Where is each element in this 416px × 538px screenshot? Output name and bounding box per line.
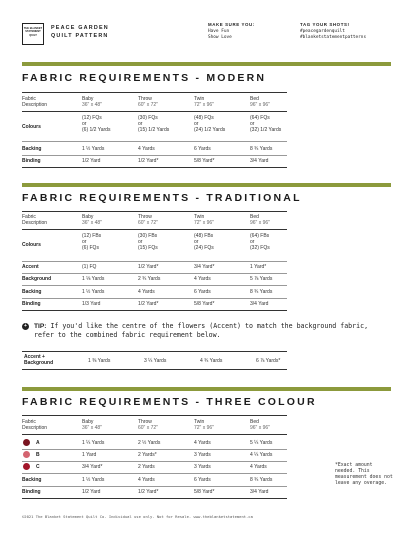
traditional-cell: 1 ½ Yards: [82, 289, 105, 295]
traditional-cell: 1/3 Yard: [82, 301, 101, 307]
traditional-size-bed: Bed 96" x 96": [250, 214, 270, 227]
traditional-cell: 4 Yards: [138, 289, 155, 295]
traditional-cell: 2 ¾ Yards: [138, 276, 161, 282]
traditional-top-rule: [22, 211, 287, 212]
modern-row-label: Backing: [22, 146, 42, 152]
traditional-size-baby: Baby 36" x 48": [82, 214, 102, 227]
traditional-cell: 1/2 Yard*: [138, 301, 159, 307]
three-colour-cell: 4 Yards: [138, 477, 155, 483]
row-rule: [22, 486, 287, 487]
combined-cell: 4 ¾ Yards: [200, 358, 223, 364]
three-colour-cell: 2 ½ Yards: [138, 440, 161, 446]
traditional-colours-baby: (12) FBs or (6) FQs: [82, 233, 102, 252]
three-colour-header-rule: [22, 434, 287, 435]
modern-size-twin: Twin 72" x 96": [194, 96, 214, 109]
modern-col-header: Fabric Description: [22, 96, 48, 109]
tip-icon: +: [22, 323, 29, 330]
combined-cell: 3 ¼ Yards: [144, 358, 167, 364]
exact-amount-note: *Exact amount needed. This measurement does not leave any overage.: [335, 463, 393, 486]
three-colour-size-twin: Twin 72" x 96": [194, 419, 214, 432]
modern-cell: 6 Yards: [194, 146, 211, 152]
row-rule: [22, 285, 287, 286]
traditional-cell: (1) FQ: [82, 264, 97, 270]
three-colour-title: FABRIC REQUIREMENTS - THREE COLOUR: [22, 396, 317, 408]
modern-cell: 8 ¾ Yards: [250, 146, 273, 152]
three-colour-row-label: B: [36, 452, 40, 458]
tag-shots-line-2: #blanketstatementpatterns: [300, 35, 367, 40]
three-colour-cell: 1/2 Yard: [82, 489, 101, 495]
row-rule: [22, 449, 287, 450]
traditional-size-twin: Twin 72" x 96": [194, 214, 214, 227]
traditional-col-header: Fabric Description: [22, 214, 48, 227]
three-colour-cell: 3/4 Yard: [250, 489, 269, 495]
brand-logo: THE BLANKET STATEMENT QUILT: [22, 23, 44, 45]
modern-colours-label: Colours: [22, 124, 41, 130]
traditional-row-label: Accent: [22, 264, 39, 270]
three-colour-cell: 1 ½ Yards: [82, 477, 105, 483]
row-rule: [22, 473, 287, 474]
three-colour-cell: 4 ¼ Yards: [250, 452, 273, 458]
traditional-header-rule: [22, 229, 287, 230]
combined-cell: 1 ⅜ Yards: [88, 358, 111, 364]
brand-line-2: QUILT PATTERN: [51, 33, 109, 39]
three-colour-cell: 5/8 Yard*: [194, 489, 215, 495]
traditional-cell: 5 ⅞ Yards: [250, 276, 273, 282]
traditional-cell: 5/8 Yard*: [194, 301, 215, 307]
divider-bar: [22, 387, 391, 391]
make-sure-line-2: Show Love: [208, 35, 232, 40]
tag-shots-heading: TAG YOUR SHOTS!: [300, 22, 350, 27]
modern-colours-bed: (64) FQs or (32) 1/2 Yards: [250, 115, 282, 134]
traditional-cell: 6 Yards: [194, 289, 211, 295]
traditional-bottom-rule: [22, 310, 287, 311]
swatch-b-dot: [23, 451, 30, 458]
three-colour-cell: 6 Yards: [194, 477, 211, 483]
traditional-colours-bed: (64) FBs or (32) FQs: [250, 233, 270, 252]
tag-shots-block: [300, 22, 366, 41]
traditional-row-label: Backing: [22, 289, 42, 295]
three-colour-top-rule: [22, 415, 287, 416]
three-colour-col-header: Fabric Description: [22, 419, 48, 432]
row-rule: [22, 273, 287, 274]
traditional-row-label: Background: [22, 276, 52, 282]
row-rule: [22, 298, 287, 299]
modern-cell: 5/8 Yard*: [194, 158, 215, 164]
modern-top-rule: [22, 92, 287, 93]
swatch-a-dot: [23, 439, 30, 446]
modern-size-bed: Bed 96" x 96": [250, 96, 270, 109]
three-colour-cell: 4 Yards: [250, 464, 267, 470]
make-sure-line-1: Have Fun: [208, 29, 230, 34]
modern-cell: 1 ½ Yards: [82, 146, 105, 152]
traditional-cell: 8 ¾ Yards: [250, 289, 273, 295]
traditional-row-label: Binding: [22, 301, 41, 307]
traditional-cell: 1 ⅛ Yards: [82, 276, 105, 282]
modern-bottom-rule: [22, 167, 287, 168]
three-colour-cell: 5 ¼ Yards: [250, 440, 273, 446]
modern-colours-baby: (12) FQs or (6) 1/2 Yards: [82, 115, 111, 134]
modern-cell: 3/4 Yard: [250, 158, 269, 164]
traditional-colours-twin: (48) FBs or (24) FQs: [194, 233, 214, 252]
traditional-size-throw: Throw 60" x 72": [138, 214, 158, 227]
make-sure-heading: MAKE SURE YOU:: [208, 22, 255, 27]
modern-row-label: Binding: [22, 158, 41, 164]
modern-cell: 4 Yards: [138, 146, 155, 152]
row-rule: [22, 141, 287, 142]
three-colour-row-label: Backing: [22, 477, 42, 483]
traditional-cell: 3/4 Yard*: [194, 264, 215, 270]
three-colour-row-label: Binding: [22, 489, 41, 495]
traditional-colours-label: Colours: [22, 242, 41, 248]
combined-cell: 6 ⅞ Yards*: [256, 358, 281, 364]
brand-line-1: PEACE GARDEN: [51, 25, 109, 31]
swatch-c-dot: [23, 463, 30, 470]
modern-colours-twin: (48) FQs or (24) 1/2 Yards: [194, 115, 226, 134]
modern-size-throw: Throw 60" x 72": [138, 96, 158, 109]
three-colour-cell: 1 ¼ Yards: [82, 440, 105, 446]
combined-row-label: Accent + Background: [24, 354, 54, 367]
modern-header-rule: [22, 111, 287, 112]
modern-title: FABRIC REQUIREMENTS - MODERN: [22, 72, 267, 84]
footer-copyright: ©2021 The Blanket Statement Quilt Co. Individual use only. Not for Resale. www.theblanketstatement.ca: [22, 514, 253, 519]
traditional-colours-throw: (30) FBs or (15) FQs: [138, 233, 158, 252]
modern-size-baby: Baby 36" x 48": [82, 96, 102, 109]
three-colour-bottom-rule: [22, 498, 287, 499]
three-colour-size-throw: Throw 60" x 72": [138, 419, 158, 432]
brand-title: [51, 24, 109, 40]
three-colour-cell: 1/2 Yard*: [138, 489, 159, 495]
modern-cell: 1/2 Yard: [82, 158, 101, 164]
three-colour-cell: 3/4 Yard*: [82, 464, 103, 470]
three-colour-cell: 3 Yards: [194, 464, 211, 470]
modern-colours-throw: (30) FQs or (15) 1/2 Yards: [138, 115, 170, 134]
traditional-title: FABRIC REQUIREMENTS - TRADITIONAL: [22, 192, 302, 204]
combined-bottom-rule: [22, 369, 287, 370]
three-colour-row-label: A: [36, 440, 40, 446]
tip-label: TIP:: [34, 323, 47, 330]
traditional-cell: 4 Yards: [194, 276, 211, 282]
three-colour-cell: 8 ¾ Yards: [250, 477, 273, 483]
tip-body: If you'd like the centre of the flowers (Accent) to match the background fabric, refer to the combined fabric requirement below.: [34, 322, 369, 339]
three-colour-cell: 4 Yards: [194, 440, 211, 446]
traditional-cell: 1 Yard*: [250, 264, 267, 270]
three-colour-size-baby: Baby 36" x 48": [82, 419, 102, 432]
row-rule: [22, 261, 287, 262]
three-colour-cell: 2 Yards*: [138, 452, 157, 458]
divider-bar: [22, 183, 391, 187]
traditional-cell: 3/4 Yard: [250, 301, 269, 307]
divider-bar: [22, 62, 391, 66]
row-rule: [22, 461, 287, 462]
three-colour-size-bed: Bed 96" x 96": [250, 419, 270, 432]
tag-shots-line-1: #peacegardenquilt: [300, 29, 345, 34]
row-rule: [22, 155, 287, 156]
three-colour-row-label: C: [36, 464, 40, 470]
traditional-cell: 1/2 Yard*: [138, 264, 159, 270]
three-colour-cell: 2 Yards: [138, 464, 155, 470]
three-colour-cell: 1 Yard: [82, 452, 97, 458]
tip-text: [34, 322, 384, 340]
combined-top-rule: [22, 351, 287, 352]
make-sure-block: [208, 22, 255, 41]
three-colour-cell: 3 Yards: [194, 452, 211, 458]
modern-cell: 1/2 Yard*: [138, 158, 159, 164]
